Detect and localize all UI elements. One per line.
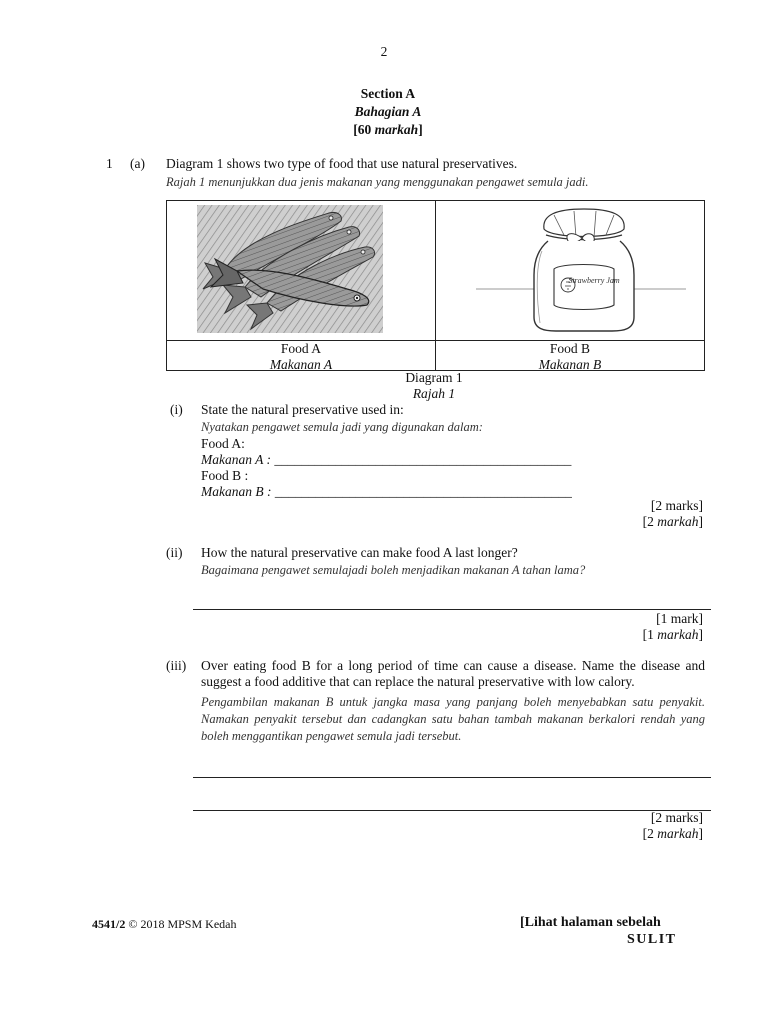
diagram-caption-malay: Rajah 1 [412,386,456,401]
diagram-cell-food-b-label [435,340,705,371]
sub-iii-marks: [2 marks] [650,810,703,825]
sub-i-food-a: Food A: [201,436,245,451]
sub-iii-number: (iii) [166,658,187,673]
sub-i-marks: [2 marks] [650,498,703,513]
sub-i-makanan-b: Makanan B : [201,484,275,499]
sub-i-makanan-a: Makanan A : [201,452,275,467]
section-title: Section A [360,86,416,101]
classification: SULIT [627,932,677,947]
sub-i-text: State the natural preservative used in: [201,402,404,417]
jam-jar-illustration [456,205,696,337]
question-number: 1 [106,156,113,171]
footer-left [92,916,236,932]
question-intro: Diagram 1 shows two type of food that use natural preservatives. [166,156,518,171]
section-marks: [60 markah] [353,122,423,137]
question-part: (a) [130,156,145,171]
jar-label-text: Strawberry Jam [568,276,620,285]
diagram-cell-food-a-image [166,200,436,341]
section-title-malay: Bahagian A [354,104,422,119]
diagram-caption: Diagram 1 [405,370,463,385]
sub-iii-answer-line-1[interactable] [193,777,711,778]
sub-iii-text-malay: Pengambilan makanan B untuk jangka masa yang panjang boleh menyebabkan satu penyakit. Namakan penyakit tersebut dan cadangkan satu bahan tambah makanan berkalori rendah yang boleh menggantikan pengawet semula jadi tersebut. [201,695,705,743]
sub-iii-markah: [2 markah] [642,826,703,841]
food-b-label-malay: Makanan B [538,357,602,372]
fish-illustration [197,205,383,333]
diagram-cell-food-a-label [166,340,436,371]
sub-ii-answer-line[interactable] [193,609,711,610]
sub-ii-text-malay: Bagaimana pengawet semulajadi boleh menjadikan makanan A tahan lama? [201,563,586,577]
sub-i-food-b: Food B : [201,468,249,483]
page-number: 2 [380,44,388,59]
copyright: © 2018 MPSM Kedah [125,917,237,931]
paper-code: 4541/2 [92,917,126,931]
next-page-note: [Lihat halaman sebelah [520,915,661,930]
food-a-label-malay: Makanan A [269,357,333,372]
sub-i-markah: [2 markah] [642,514,703,529]
answer-line-a: ____________________________________________ [274,452,572,467]
question-intro-malay: Rajah 1 menunjukkan dua jenis makanan yang menggunakan pengawet semula jadi. [166,175,589,189]
sub-ii-marks: [1 mark] [656,611,703,626]
answer-line-b: ____________________________________________ [274,484,572,499]
sub-ii-markah: [1 markah] [642,627,703,642]
food-b-label: Food B [549,341,591,356]
sub-ii-text: How the natural preservative can make food A last longer? [201,545,518,560]
sub-i-text-malay: Nyatakan pengawet semula jadi yang digunakan dalam: [201,420,483,434]
diagram-cell-food-b-image [435,200,705,341]
sub-i-answer-a[interactable] [201,452,571,468]
sub-iii-text: Over eating food B for a long period of time can cause a disease. Name the disease and suggest a food additive that can replace the natural preservative with low calory. [201,658,705,689]
sub-ii-number: (ii) [166,545,183,560]
food-a-label: Food A [280,341,322,356]
sub-i-number: (i) [170,402,183,417]
